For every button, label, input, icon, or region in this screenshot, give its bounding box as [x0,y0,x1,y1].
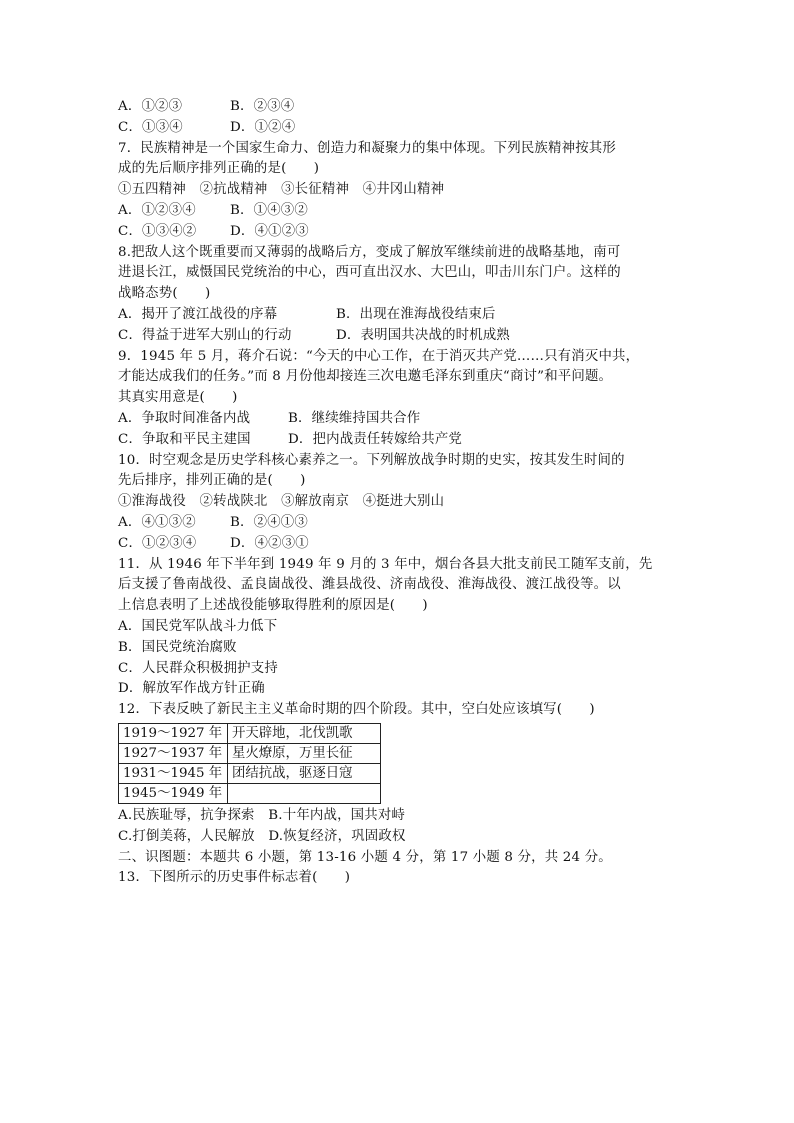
q11-option-c: C．人民群众积极拥护支持 [118,660,278,676]
q7-option-a: A．①②③④ [118,202,196,218]
q12-stem: 12．下表反映了新民主主义革命时期的四个阶段。其中，空白处应该填写( ) [118,702,595,718]
q12-periods-table [118,723,381,804]
q6-options-row1 [118,97,698,118]
q8-option-c: C．得益于进军大别山的行动 [118,327,292,343]
q8-stem-line1: 8.把敌人这个既重要而又薄弱的战略后方，变成了解放军继续前进的战略基地，南可 [118,244,621,260]
period-cell: 1919～1927 年 [119,723,228,743]
q9-stem-line2: 才能达成我们的任务。”而 8 月份他却接连三次电邀毛泽东到重庆“商讨”和平问题。 [118,369,613,385]
period-cell: 1945～1949 年 [119,783,228,803]
event-cell: 开天辟地，北伐凯歌 [228,723,381,743]
q6-option-c: C．①③④ [118,119,183,135]
q8-option-d: D．表明国共决战的时机成熟 [336,327,511,343]
q7-stem-line2: 成的先后顺序排列正确的是( ) [118,161,320,177]
q6-options-row2 [118,118,698,139]
q9-option-b: B．继续维持国共合作 [288,410,421,426]
q11-option-b: B．国民党统治腐败 [118,639,237,655]
q11-stem-line1: 11．从 1946 年下半年到 1949 年 9 月的 3 年中，烟台各县大批支前民工随军支前，先 [118,556,653,572]
table-row [119,763,381,783]
q12-options-ab: A.民族耻辱，抗争探索 B.十年内战，国共对峙 [118,807,406,823]
q8-options-row2 [118,326,698,347]
q7-option-b: B．①④③② [230,202,308,218]
event-cell: 星火燎原，万里长征 [228,743,381,763]
q11-stem-line2: 后支援了鲁南战役、孟良崮战役、潍县战役、济南战役、淮海战役、渡江战役等。以 [118,577,621,593]
q10-option-a: A．④①③② [118,514,196,530]
table-row [119,783,381,803]
q10-stem-line2: 先后排序，排列正确的是( ) [118,473,306,489]
q10-stem-line1: 10．时空观念是历史学科核心素养之一。下列解放战争时期的史实，按其发生时间的 [118,452,625,468]
q9-stem-line1: 9．1945 年 5 月，蒋介石说：“今天的中心工作，在于消灭共产党……只有消灭中共， [118,348,640,364]
q8-options-row1 [118,305,698,326]
period-cell: 1927～1937 年 [119,743,228,763]
q8-option-b: B．出现在淮海战役结束后 [336,306,496,322]
q11-option-d: D．解放军作战方针正确 [118,681,265,697]
q7-items: ①五四精神 ②抗战精神 ③长征精神 ④井冈山精神 [118,182,445,198]
q10-option-c: C．①②③④ [118,535,197,551]
event-cell: 团结抗战，驱逐日寇 [228,763,381,783]
q7-option-d: D．④①②③ [230,223,309,239]
blank-event-cell [228,783,381,803]
q9-options-row1 [118,409,698,430]
q10-items: ①淮海战役 ②转战陕北 ③解放南京 ④挺进大别山 [118,494,445,510]
q13-stem: 13．下图所示的历史事件标志着( ) [118,870,351,886]
q10-options-row1 [118,513,698,534]
period-cell: 1931～1945 年 [119,763,228,783]
section-2-heading: 二、识图题：本题共 6 小题，第 13-16 小题 4 分，第 17 小题 8 分，共 24 分。 [118,849,612,865]
q7-stem-line1: 7．民族精神是一个国家生命力、创造力和凝聚力的集中体现。下列民族精神按其形 [118,140,616,156]
q9-option-a: A．争取时间准备内战 [118,410,251,426]
q6-option-b: B．②③④ [230,99,295,114]
q12-options-cd: C.打倒美蒋，人民解放 D.恢复经济，巩固政权 [118,828,406,844]
q9-option-d: D．把内战责任转嫁给共产党 [288,431,463,447]
q7-options-row1 [118,201,698,222]
q8-stem-line3: 战略态势( ) [118,286,211,302]
q9-stem-line3: 其真实用意是( ) [118,390,238,406]
q7-options-row2 [118,222,698,243]
table-row [119,743,381,763]
table-row [119,723,381,743]
q8-option-a: A．揭开了渡江战役的序幕 [118,306,278,322]
q9-options-row2 [118,430,698,451]
q10-options-row2 [118,534,698,555]
q9-option-c: C．争取和平民主建国 [118,431,251,447]
q10-option-b: B．②④①③ [230,514,308,530]
q8-stem-line2: 进退长江，威慑国民党统治的中心，西可直出汉水、大巴山，叩击川东门户。这样的 [118,265,621,281]
q6-option-d: D．①②④ [230,119,296,135]
q6-option-a: A．①②③ [118,99,183,114]
q7-option-c: C．①③④② [118,223,197,239]
q10-option-d: D．④②③① [230,535,309,551]
exam-page [118,97,698,889]
q11-option-a: A．国民党军队战斗力低下 [118,618,278,634]
q11-stem-line3: 上信息表明了上述战役能够取得胜利的原因是( ) [118,598,428,614]
